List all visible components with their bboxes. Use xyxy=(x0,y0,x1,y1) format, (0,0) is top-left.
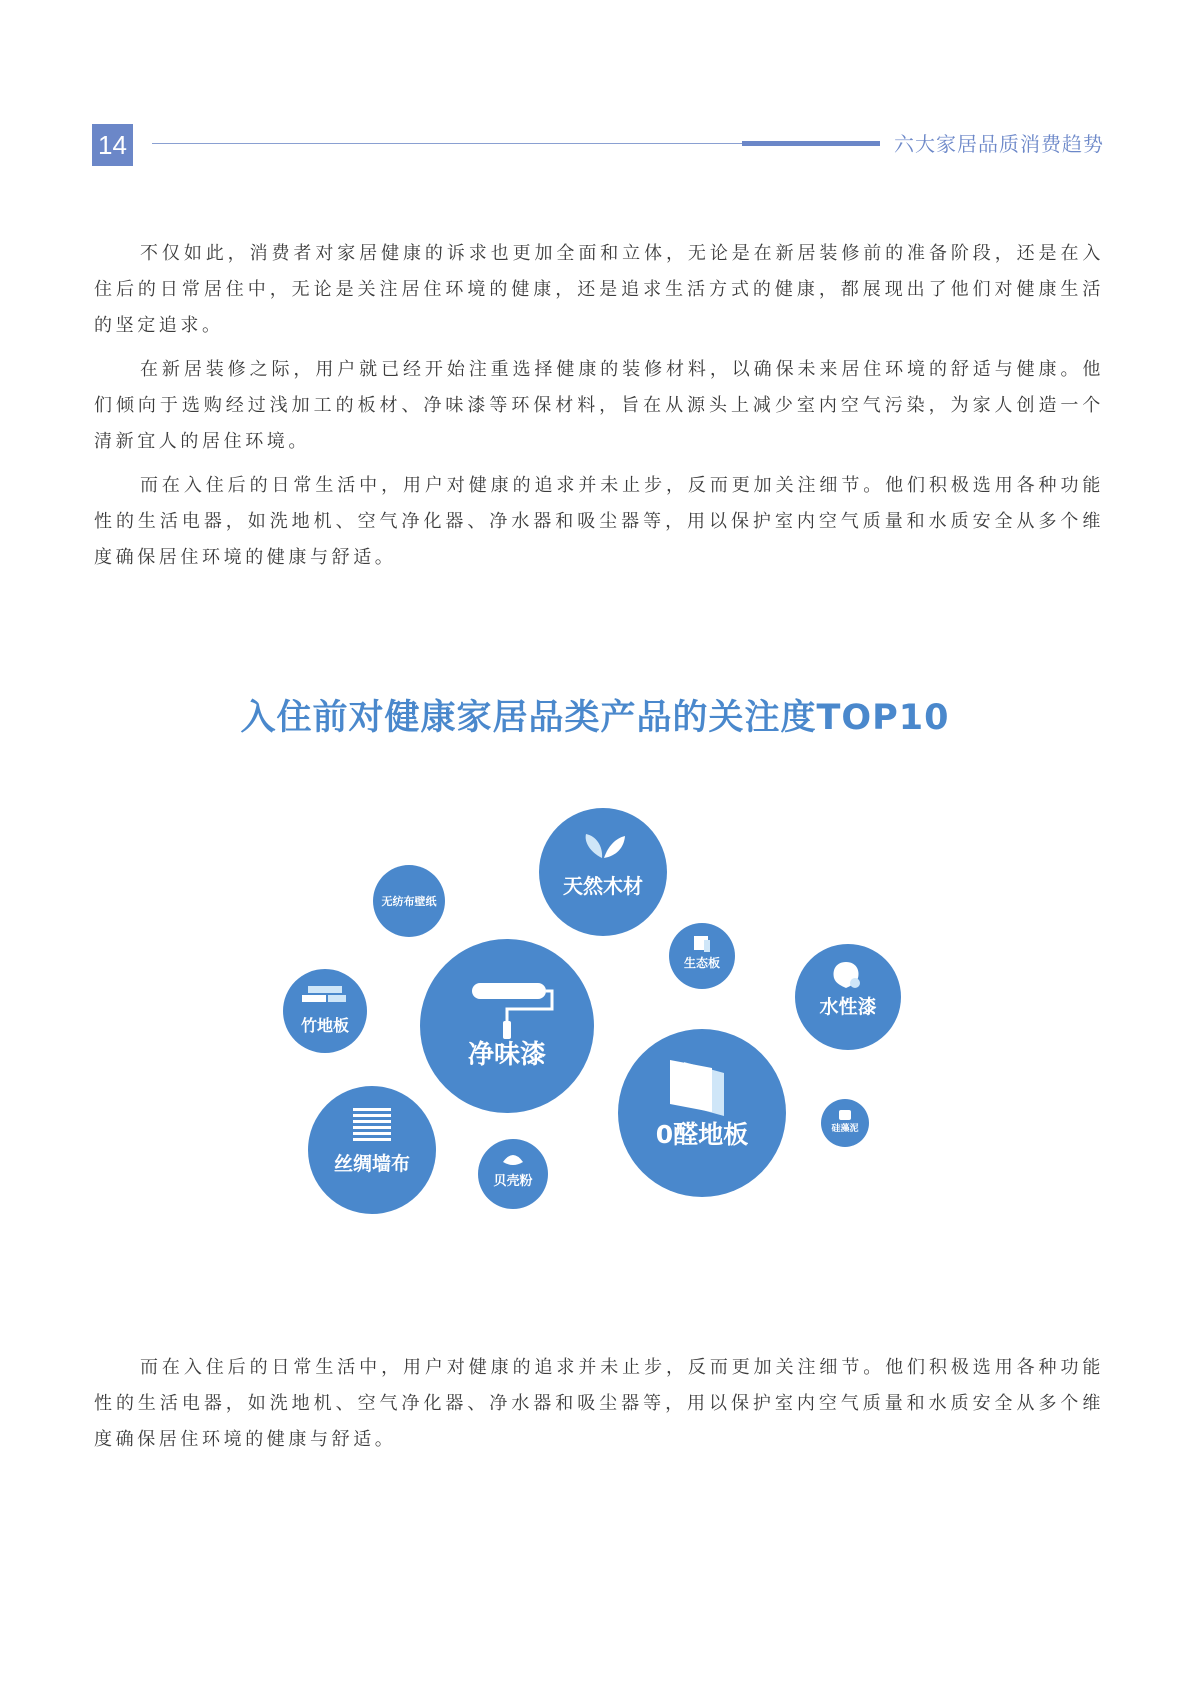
bubble-circle xyxy=(821,1099,869,1147)
bubble-bamboo-floor xyxy=(283,969,367,1053)
block-icon xyxy=(839,1110,851,1120)
bubble-label: 竹地板 xyxy=(300,1016,350,1035)
bubble-silk-wall-cloth xyxy=(308,1086,436,1214)
bubble-label: 水性漆 xyxy=(819,996,877,1018)
bubble-shell-powder xyxy=(478,1139,548,1209)
body-paragraph-1: 不仅如此，消费者对家居健康的诉求也更加全面和立体，无论是在新居装修前的准备阶段，还是在入住后的日常居住中，无论是关注居住环境的健康，还是追求生活方式的健康，都展现出了他们对健康生活的坚定追求。 xyxy=(94,243,1104,336)
bubble-circle xyxy=(308,1086,436,1214)
bubble-label: 0醛地板 xyxy=(655,1120,749,1149)
bubble-jingweiqi xyxy=(420,939,594,1113)
page-number: 14 xyxy=(92,124,133,166)
body-paragraph-4: 而在入住后的日常生活中，用户对健康的追求并未止步，反而更加关注细节。他们积极选用各种功能性的生活电器，如洗地机、空气净化器、净水器和吸尘器等，用以保护室内空气质量和水质安全从多个维度确保居住环境的健康与舒适。 xyxy=(94,1357,1104,1450)
bubble-diatom-mud xyxy=(821,1099,869,1147)
bubble-circle xyxy=(539,808,667,936)
bubble-label: 硅藻泥 xyxy=(831,1124,859,1134)
bubble-zero-formaldehyde-floor xyxy=(618,1029,786,1197)
body-paragraph-2: 在新居装修之际，用户就已经开始注重选择健康的装修材料，以确保未来居住环境的舒适与健康。他们倾向于选购经过浅加工的板材、净味漆等环保材料，旨在从源头上减少室内空气污染，为家人创造一个清新宜人的居住环境。 xyxy=(94,359,1104,452)
bubble-circle xyxy=(618,1029,786,1197)
bubble-label: 丝绸墙布 xyxy=(333,1153,411,1175)
bubble-circle xyxy=(283,969,367,1053)
bubble-label: 生态板 xyxy=(683,956,721,970)
chart-title: 入住前对健康家居品类产品的关注度TOP10 xyxy=(240,698,950,738)
bubble-label: 贝壳粉 xyxy=(493,1174,533,1189)
bubble-label: 净味漆 xyxy=(467,1040,547,1070)
running-header-title: 六大家居品质消费趋势 xyxy=(894,132,1104,156)
board-icon xyxy=(694,936,710,952)
bubble-label: 天然木材 xyxy=(563,874,643,898)
body-paragraph-3: 而在入住后的日常生活中，用户对健康的追求并未止步，反而更加关注细节。他们积极选用各种功能性的生活电器，如洗地机、空气净化器、净水器和吸尘器等，用以保护室内空气质量和水质安全从多个维度确保居住环境的健康与舒适。 xyxy=(94,475,1104,568)
bubble-natural-wood xyxy=(539,808,667,936)
bubble-label: 无纺布壁纸 xyxy=(381,895,437,908)
bubble-waterborne-paint xyxy=(795,944,901,1050)
bubble-eco-board xyxy=(669,923,735,989)
bubble-nonwoven-wallpaper xyxy=(373,865,445,937)
